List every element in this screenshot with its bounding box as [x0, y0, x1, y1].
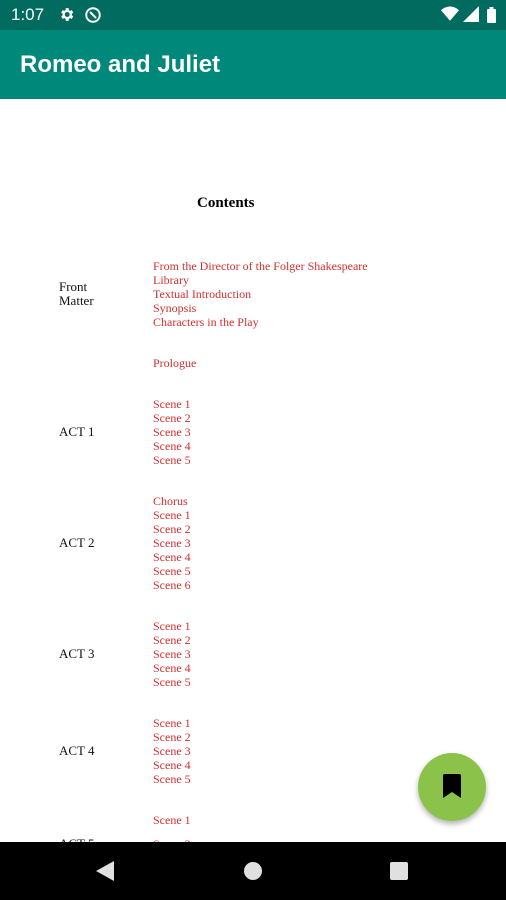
act-1-scene-1-link[interactable]: Scene 1: [153, 397, 191, 411]
act-5-scene-1-link[interactable]: Scene 1: [153, 813, 191, 827]
act-1-label: ACT 1: [59, 424, 95, 439]
link-director-note[interactable]: From the Director of the Folger Shakespeare: [153, 259, 368, 273]
link-characters[interactable]: Characters in the Play: [153, 315, 259, 329]
act-1-scene-5-link[interactable]: Scene 5: [153, 453, 191, 467]
link-synopsis[interactable]: Synopsis: [153, 301, 197, 315]
front-matter-label-line1: Front: [59, 279, 88, 294]
act-2-scene-5-link[interactable]: Scene 5: [153, 564, 191, 578]
contents-title: Contents: [197, 195, 255, 211]
act-4-label: ACT 4: [59, 743, 95, 758]
battery-icon: [487, 7, 496, 27]
link-textual-introduction[interactable]: Textual Introduction: [153, 287, 252, 301]
app-bar: [0, 30, 506, 99]
act-1-scene-2-link[interactable]: Scene 2: [153, 411, 191, 425]
act-2-scene-1-link[interactable]: Scene 1: [153, 508, 191, 522]
status-time: 1:07: [11, 5, 45, 24]
act-2-scene-6-link[interactable]: Scene 6: [153, 578, 191, 592]
link-director-note-cont[interactable]: Library: [153, 273, 189, 287]
recents-icon[interactable]: [390, 862, 408, 884]
act-3-scene-2-link[interactable]: Scene 2: [153, 633, 191, 647]
act-3-scene-3-link[interactable]: Scene 3: [153, 647, 191, 661]
act-4-scene-3-link[interactable]: Scene 3: [153, 744, 191, 758]
bookmark-fab[interactable]: [418, 753, 486, 821]
app-title: Romeo and Juliet: [20, 51, 221, 78]
act-3-scene-4-link[interactable]: Scene 4: [153, 661, 191, 675]
front-matter-label-line2: Matter: [59, 293, 94, 308]
gear-icon: [58, 6, 75, 27]
act-1-scene-4-link[interactable]: Scene 4: [153, 439, 191, 453]
contents-page: [0, 99, 506, 842]
home-icon[interactable]: [244, 862, 262, 884]
act-1-scene-3-link[interactable]: Scene 3: [153, 425, 191, 439]
act-3-scene-5-link[interactable]: Scene 5: [153, 675, 191, 689]
act-4-scene-1-link[interactable]: Scene 1: [153, 716, 191, 730]
act-2-scene-3-link[interactable]: Scene 3: [153, 536, 191, 550]
act-3-scene-1-link[interactable]: Scene 1: [153, 619, 191, 633]
sync-icon: [84, 6, 102, 28]
act-2-scene-4-link[interactable]: Scene 4: [153, 550, 191, 564]
signal-icon: [463, 6, 479, 26]
bookmark-icon: [443, 774, 461, 798]
act-4-scene-4-link[interactable]: Scene 4: [153, 758, 191, 772]
link-prologue[interactable]: Prologue: [153, 356, 197, 370]
wifi-icon: [441, 6, 459, 26]
act-2-scene-2-link[interactable]: Scene 2: [153, 522, 191, 536]
act-3-label: ACT 3: [59, 646, 95, 661]
act-4-scene-2-link[interactable]: Scene 2: [153, 730, 191, 744]
act-4-scene-5-link[interactable]: Scene 5: [153, 772, 191, 786]
act-2-label: ACT 2: [59, 535, 95, 550]
back-icon[interactable]: [96, 861, 114, 885]
status-bar: [0, 0, 506, 30]
act-2-chorus-link[interactable]: Chorus: [153, 494, 188, 508]
navigation-bar: [0, 842, 506, 900]
